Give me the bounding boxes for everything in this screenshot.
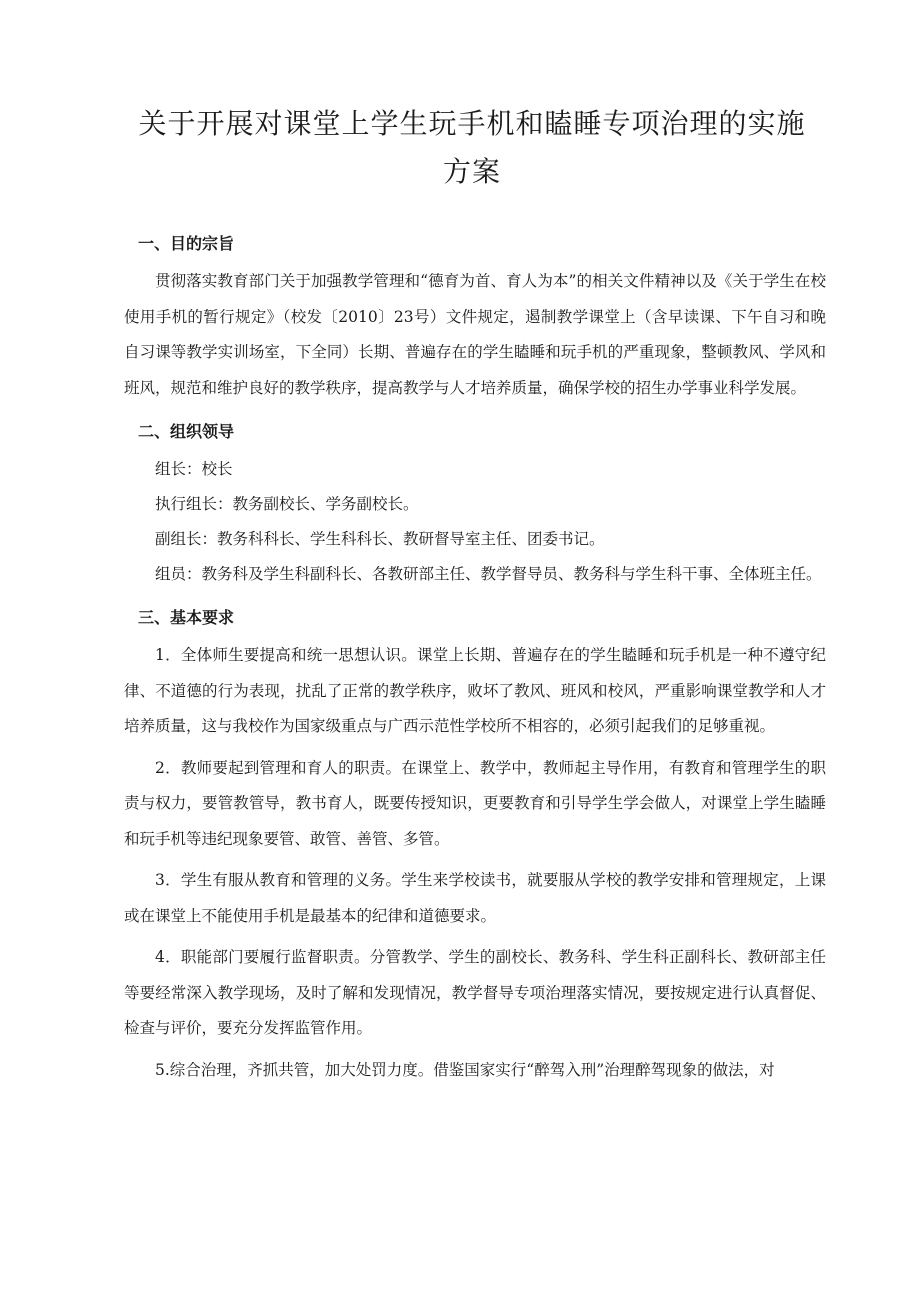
requirement-item-1: 1．全体师生要提高和统一思想认识。课堂上长期、普遍存在的学生瞌睡和玩手机是一种不遵守纪律、不道德的行为表现，扰乱了正常的教学秩序，败坏了教风、班风和校风，严重影响课堂教学和人才培养质量，这与我校作为国家级重点与广西示范性学校所不相容的，必须引起我们的足够重视。 <box>124 646 826 735</box>
org-members: 组员：教务科及学生科副科长、各教研部主任、教学督导员、教务科与学生科干事、全体班主任。 <box>155 565 822 583</box>
org-deputy-leader: 副组长：教务科科长、学生科科长、教研督导室主任、团委书记。 <box>155 530 605 548</box>
title-line-1: 关于开展对课堂上学生玩手机和瞌睡专项治理的实施 <box>138 107 806 140</box>
title-line-2: 方案 <box>442 155 501 188</box>
requirement-item-5: 5.综合治理，齐抓共管，加大处罚力度。借鉴国家实行“醉驾入刑”治理醉驾现象的做法，对 <box>155 1060 775 1079</box>
requirement-item-3: 3．学生有服从教育和管理的义务。学生来学校读书，就要服从学校的教学安排和管理规定，上课或在课堂上不能使用手机是最基本的纪律和道德要求。 <box>124 871 826 925</box>
section-heading-requirements: 三、基本要求 <box>138 608 235 627</box>
requirement-item-4: 4．职能部门要履行监督职责。分管教学、学生的副校长、教务科、学生科正副科长、教研部主任等要经常深入教学现场，及时了解和发现情况，教学督导专项治理落实情况，要按规定进行认真督促、检查与评价，要充分发挥监管作用。 <box>124 948 826 1037</box>
purpose-paragraph: 贯彻落实教育部门关于加强教学管理和“德育为首、育人为本”的相关文件精神以及《关于学生在校使用手机的暂行规定》（校发〔2010〕23号）文件规定，遏制教学课堂上（含早读课、下午自习和晚自习课等教学实训场室，下全同）长期、普遍存在的学生瞌睡和玩手机的严重现象，整顿教风、学风和班风，规范和维护良好的教学秩序，提高教学与人才培养质量，确保学校的招生办学事业科学发展。 <box>124 272 826 397</box>
document-title <box>124 100 826 196</box>
org-exec-leader: 执行组长：教务副校长、学务副校长。 <box>155 495 419 513</box>
section-heading-organization: 二、组织领导 <box>138 422 235 441</box>
requirement-item-2: 2．教师要起到管理和育人的职责。在课堂上、教学中，教师起主导作用，有教育和管理学生的职责与权力，要管教管导，教书育人，既要传授知识，更要教育和引导学生学会做人，对课堂上学生瞌睡和玩手机等违纪现象要管、敢管、善管、多管。 <box>124 758 826 848</box>
section-heading-purpose: 一、目的宗旨 <box>138 234 235 253</box>
org-leader: 组长：校长 <box>155 460 233 478</box>
